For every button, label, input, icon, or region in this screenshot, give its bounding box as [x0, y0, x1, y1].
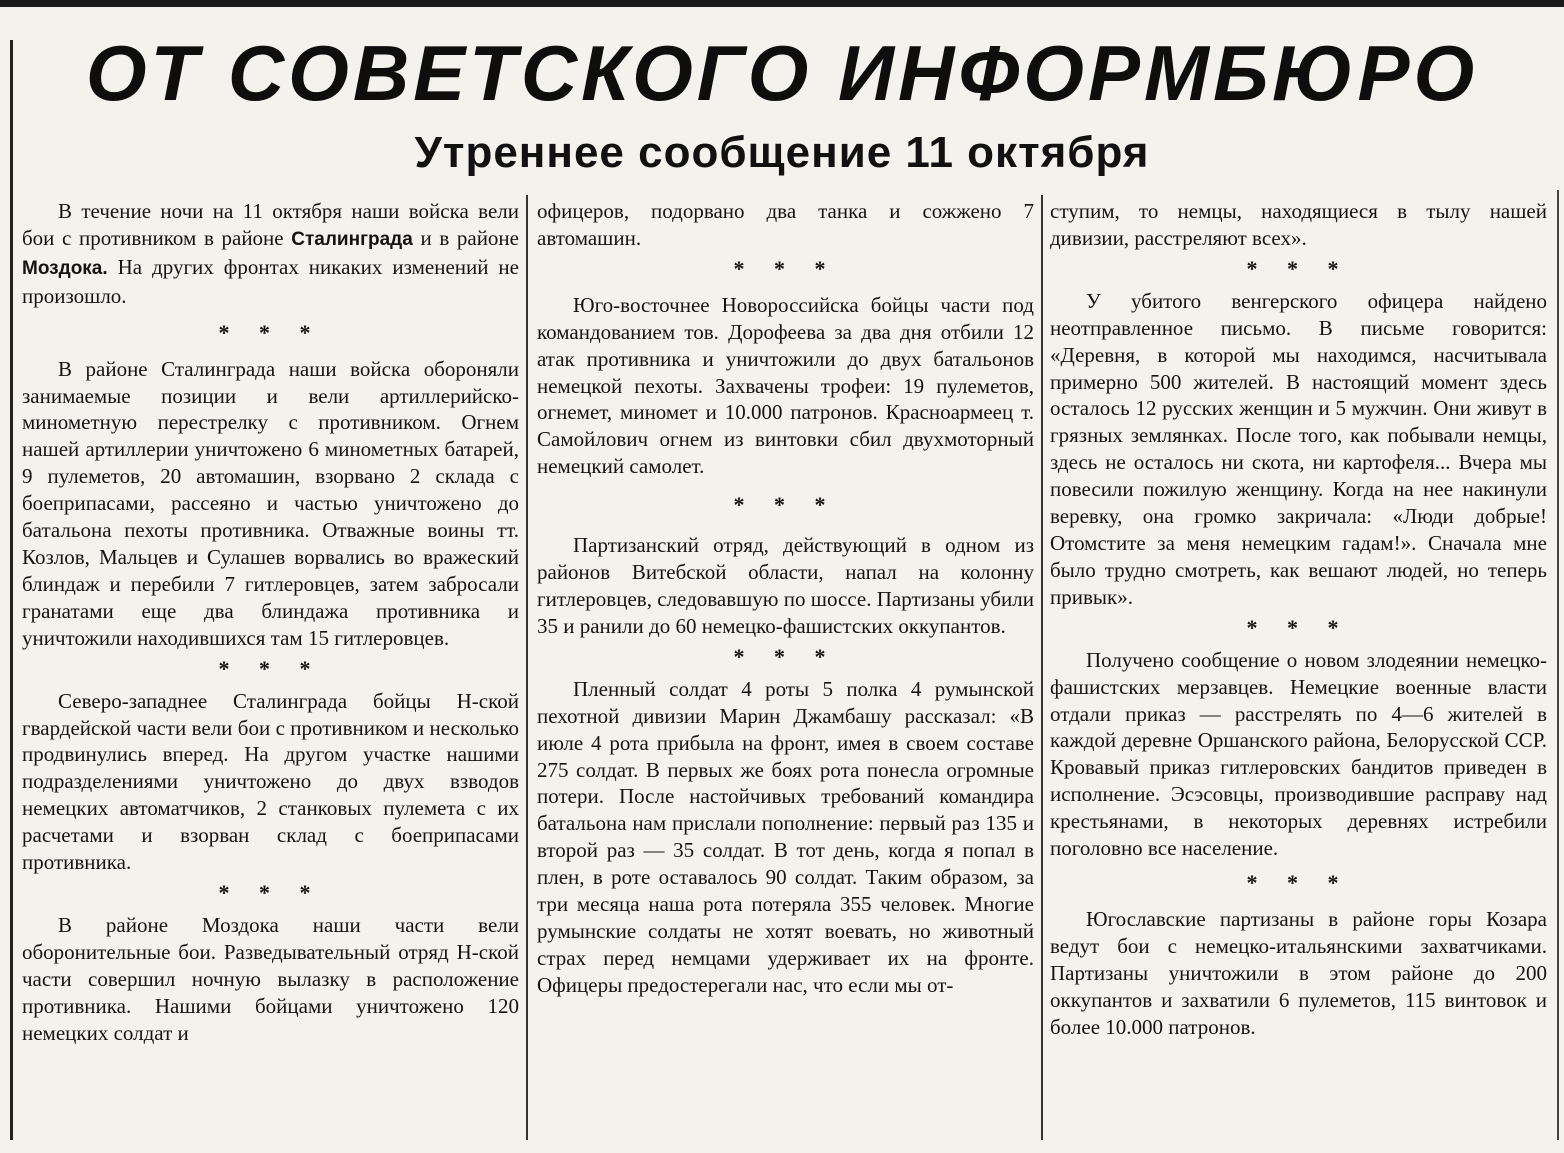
section-separator: * * * [1246, 869, 1351, 895]
article-paragraph: Получено сообщение о новом злодеянии немецко-фашистских мерзавцев. Немецкие военные власти отдали приказ — расстрелять по 4—6 жителей в каждой деревне Оршанского района, Белорусской ССР. Кровавый приказ гитлеровских бандитов приведен в исполнение. Эсэсовцы, производившие расправу над крестьянами, в некоторых деревнях истребили поголовно все население. [1050, 647, 1547, 861]
intro-place-mozdok: Моздока. [22, 257, 108, 279]
intro-place-stalingrad: Сталинграда [291, 228, 413, 250]
section-separator: * * * [1246, 614, 1351, 640]
section-separator: * * * [733, 643, 838, 669]
section-separator: * * * [218, 879, 323, 905]
page-subtitle: Утреннее сообщение 11 октября [414, 128, 1150, 177]
article-paragraph: В районе Сталинграда наши войска обороняли занимаемые позиции и вели артиллерийско-минометную перестрелку с противником. Огнем нашей артиллерии уничтожено 6 минометных батарей, 9 пулеметов, 20 автомашин, взорвано 2 склада с боеприпасами, рассеяно и частью уничтожено до батальона пехоты противника. Отважные воины тт. Козлов, Мальцев и Сулашев ворвались во вражеский блиндаж и перебили 7 гитлеровцев, затем забросали гранатами еще два блиндажа противника и уничтожили находившихся там 15 гитлеровцев. [22, 356, 519, 650]
left-border-rule [10, 40, 13, 1140]
section-separator: * * * [733, 255, 838, 281]
column-1 [22, 198, 519, 1138]
article-paragraph: Юго-восточнее Новороссийска бойцы части под командованием тов. Дорофеева за два дня отбили 12 атак противника и уничтожили до двух батальонов немецкой пехоты. Захвачены трофеи: 19 пулеметов, огнемет, миномет и 10.000 патронов. Красноармеец т. Самойлович огнем из винтовки сбил двухмоторный немецкий самолет. [537, 292, 1034, 479]
article-paragraph: Пленный солдат 4 роты 5 полка 4 румынской пехотной дивизии Марин Джамбашу рассказал: «В июле 4 рота прибыла на фронт, имея в своем составе 275 солдат. В первых же боях рота понесла огромные потери. После настойчивых требований командира батальона нам прислали пополнение: первый раз 135 и второй раз — 35 солдат. В тот день, когда я попал в плен, в роте оставалось 90 солдат. Таким образом, за три месяца наша рота потеряла 355 человек. Многие румынские солдаты не хотят воевать, но животный страх перед немцами удерживает их на фронте. Офицеры предостерегали нас, что если мы от- [537, 676, 1034, 997]
article-paragraph: Партизанский отряд, действующий в одном из районов Витебской области, напал на колонну гитлеровцев, следовавшую по шоссе. Партизаны убили 35 и ранили до 60 немецко-фашистских оккупантов. [537, 533, 1034, 638]
article-paragraph: Северо-западнее Сталинграда бойцы Н-ской гвардейской части вели бои с противником и несколько продвинулись вперед. На другом участке нашими подразделениями уничтожено до двух взводов немецких автоматчиков, 2 станковых пулемета с их расчетами и взорван склад с боеприпасами противника. [22, 688, 519, 875]
intro-text-2: и в районе [412, 225, 519, 250]
page-title: ОТ СОВЕТСКОГО ИНФОРМБЮРО [85, 29, 1479, 117]
column-2 [537, 198, 1034, 1138]
article-continuation: офицеров, подорвано два танка и сожжено 7 автомашин. [537, 199, 1034, 250]
column-3 [1050, 198, 1547, 1138]
top-rule [0, 0, 1564, 7]
article-paragraph: У убитого венгерского офицера найдено неотправленное письмо. В письме говорится: «Деревня, в которой мы находимся, насчитывала примерно 500 жителей. В настоящий момент здесь осталось 12 русских женщин и 5 мужчин. Они живут в грязных землянках. После того, как побывали немцы, здесь не осталось ни скота, ни картофеля... Вчера мы повесили пожилую женщину. Когда на нее накинули веревку, она громко закричала: «Люди добрые! Отомстите за меня немецким гадам!». Сначала мне было трудно смотреть, как вешают людей, но теперь привык». [1050, 288, 1547, 609]
article-continuation: ступим, то немцы, находящиеся в тылу нашей дивизии, расстреляют всех». [1050, 199, 1547, 250]
column-divider-2 [1041, 195, 1043, 1140]
article-paragraph: Югославские партизаны в районе горы Козара ведут бои с немецко-итальянскими захватчиками. Партизаны уничтожили в этом районе до 200 оккупантов и захватили 6 пулеметов, 115 винтовок и более 10.000 патронов. [1050, 906, 1547, 1039]
section-separator: * * * [218, 319, 323, 345]
section-separator: * * * [1246, 255, 1351, 281]
section-separator: * * * [733, 492, 838, 518]
intro-text-3: На других фронтах никаких изменений не произошло. [22, 254, 519, 308]
intro-paragraph [22, 198, 519, 310]
article-paragraph: В районе Моздока наши части вели оборонительные бои. Разведывательный отряд Н-ской части совершил ночную вылазку в расположение противника. Нашими бойцами уничтожено 120 немецких солдат и [22, 912, 519, 1045]
right-border-rule [1557, 190, 1559, 1140]
section-separator: * * * [218, 655, 323, 681]
column-divider-1 [526, 195, 528, 1140]
intro-text-1: В течение ночи на 11 октября наши войска вели бои с противником в районе [22, 199, 519, 250]
